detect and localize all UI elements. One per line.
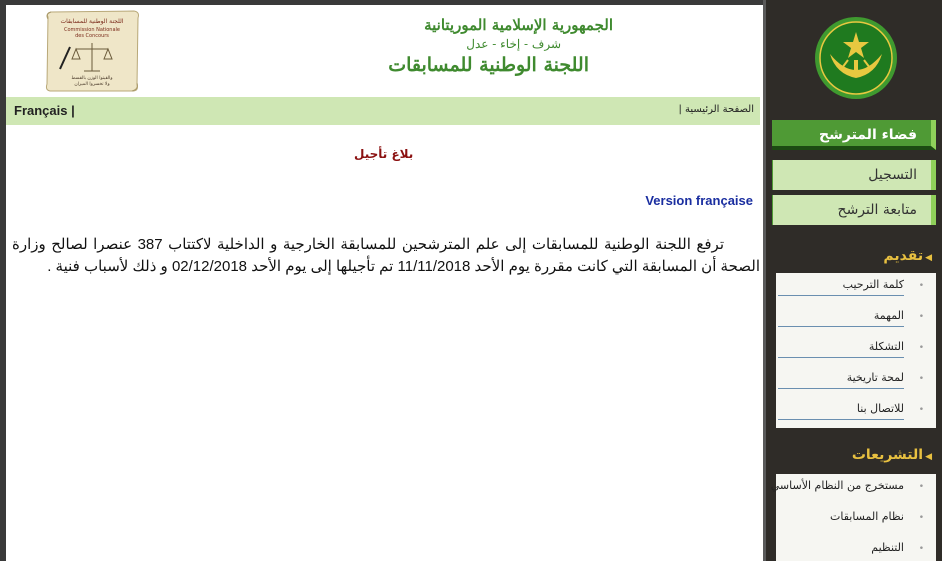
main-content	[6, 5, 763, 561]
menu-item-welcome[interactable]	[776, 273, 936, 304]
logo-text-fr1: Commission Nationale	[63, 27, 121, 33]
republic-title: الجمهورية الإسلامية الموريتانية	[424, 16, 613, 34]
menu-item-mission[interactable]	[776, 304, 936, 335]
bullet-icon: •	[918, 482, 924, 492]
national-emblem-icon	[814, 16, 898, 100]
bullet-icon: •	[918, 281, 924, 291]
bullet-icon: •	[918, 374, 924, 384]
menu-item-history[interactable]	[776, 366, 936, 397]
menu-item-statute-extract[interactable]	[770, 474, 936, 505]
home-link[interactable]: الصفحة الرئيسية |	[678, 104, 754, 115]
french-version-link[interactable]: Version française	[645, 193, 753, 208]
site-title	[388, 15, 613, 77]
notice-body: ترفع اللجنة الوطنية للمسابقات إلى علم المترشحين للمسابقة الخارجية و الداخلية لاكتتاب 387 عنصرا لصالح وزارة الصحة أن المسابقة التي كانت مقررة يوم الأحد 11/11/2018 تم تأجيلها إلى يوم الأحد 02/12/2018 و ذلك لأسباب فنية .	[12, 236, 760, 275]
legislation-section-heading	[852, 447, 932, 463]
underline	[778, 326, 904, 327]
bullet-icon: •	[918, 343, 924, 353]
underline	[778, 388, 904, 389]
notice-title: بلاغ تأجيل	[354, 147, 414, 161]
underline	[778, 357, 904, 358]
logo-text-ar: اللجنة الوطنية للمسابقات	[60, 18, 124, 25]
candidate-space-button[interactable]: فضاء المترشح	[772, 120, 936, 150]
sidebar	[766, 0, 942, 561]
menu-item-label[interactable]: المهمة	[873, 309, 904, 322]
french-language-link[interactable]: Français |	[14, 103, 75, 118]
menu-item-contact[interactable]	[776, 397, 936, 428]
triangle-left-icon: ◀	[925, 452, 932, 462]
menu-item-label[interactable]: لمحة تاريخية	[846, 371, 904, 384]
national-motto: شرف - إخاء - عدل	[466, 37, 561, 51]
commission-logo	[42, 9, 142, 93]
menu-item-label[interactable]: للاتصال بنا	[856, 402, 904, 415]
menu-item-composition[interactable]	[776, 335, 936, 366]
underline	[778, 419, 904, 420]
menu-item-organization[interactable]	[776, 536, 936, 567]
bullet-icon: •	[918, 544, 924, 554]
logo-motto-1: والقيتوا الوزن بالقسط	[71, 76, 113, 81]
menu-item-label[interactable]: مستخرج من النظام الأساسي	[770, 479, 904, 492]
menu-item-label[interactable]: نظام المسابقات	[829, 510, 904, 523]
header	[6, 5, 763, 97]
menu-item-label[interactable]: التنظيم	[871, 541, 904, 554]
underline	[778, 295, 904, 296]
register-button[interactable]: التسجيل	[772, 160, 936, 190]
bullet-icon: •	[918, 312, 924, 322]
commission-title: اللجنة الوطنية للمسابقات	[388, 54, 589, 76]
legislation-menu	[770, 474, 936, 561]
menu-item-label[interactable]: كلمة الترحيب	[842, 278, 904, 291]
triangle-left-icon: ◀	[925, 253, 932, 263]
top-navbar	[6, 97, 760, 125]
intro-section-title: تقديم	[883, 248, 924, 264]
logo-text-fr2: des Concours	[75, 33, 109, 39]
logo-motto-2: ولا تخسروا الميزان	[74, 82, 110, 87]
menu-item-label[interactable]: التشكلة	[868, 340, 904, 353]
follow-candidacy-button[interactable]: متابعة الترشح	[772, 195, 936, 225]
menu-item-exam-rules[interactable]	[776, 505, 936, 536]
intro-section-heading	[883, 248, 932, 264]
bullet-icon: •	[918, 513, 924, 523]
intro-menu	[776, 273, 936, 428]
legislation-section-title: التشريعات	[851, 447, 924, 463]
bullet-icon: •	[918, 405, 924, 415]
